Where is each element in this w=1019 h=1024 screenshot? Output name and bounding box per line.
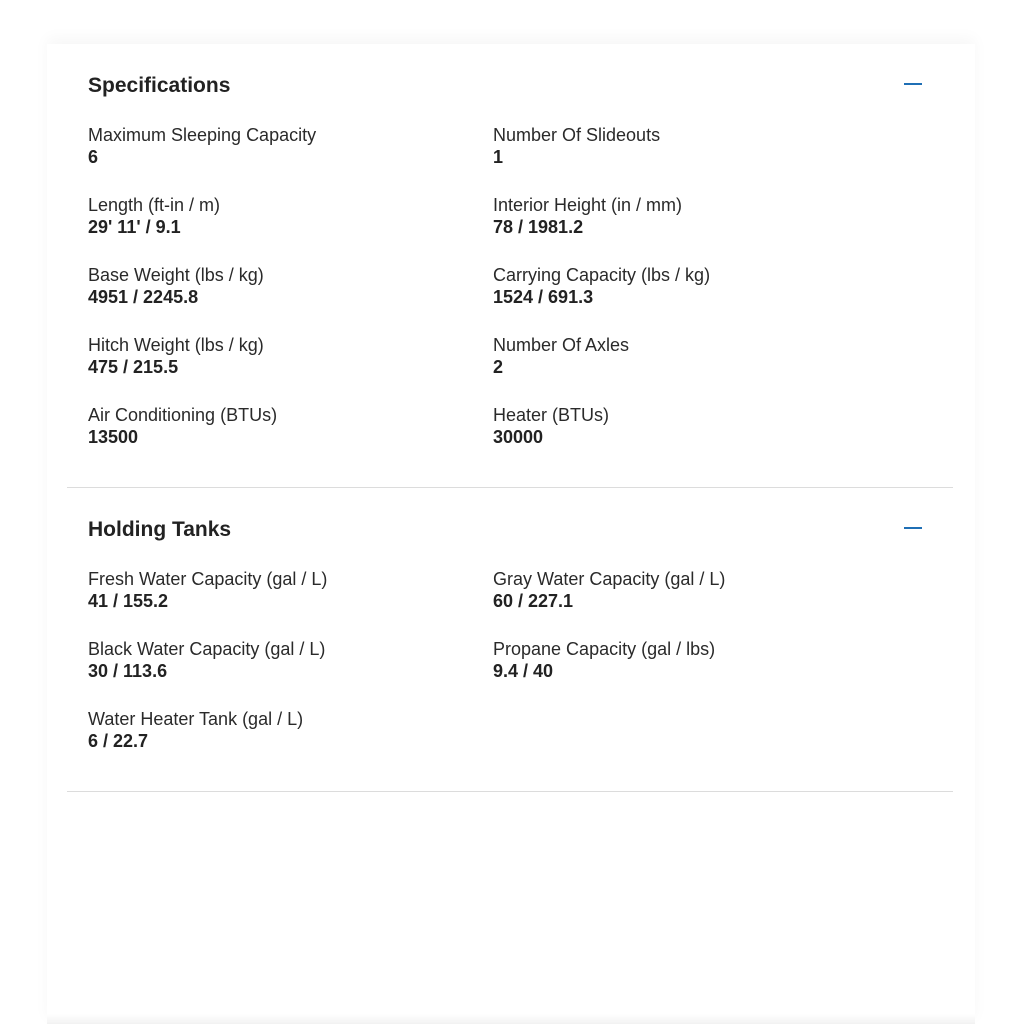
spec-item — [493, 334, 898, 377]
spec-value: 6 — [88, 147, 99, 167]
spec-value: 78 / 1981.2 — [493, 217, 584, 237]
holding-tanks-grid — [88, 568, 918, 751]
spec-item — [88, 124, 493, 167]
spec-label: Black Water Capacity (gal / L) — [88, 639, 326, 659]
footer-shadow — [47, 1014, 975, 1024]
spec-item — [493, 568, 898, 611]
spec-label: Hitch Weight (lbs / kg) — [88, 335, 264, 355]
spec-item — [493, 124, 898, 167]
spec-value: 60 / 227.1 — [493, 591, 574, 611]
specifications-grid — [88, 124, 918, 447]
spec-value: 2 — [493, 357, 504, 377]
spec-label: Gray Water Capacity (gal / L) — [493, 569, 726, 589]
spec-label: Heater (BTUs) — [493, 405, 610, 425]
spec-label: Length (ft-in / m) — [88, 195, 221, 215]
spec-label: Number Of Slideouts — [493, 125, 661, 145]
minus-icon — [904, 527, 922, 529]
section-title-holding-tanks: Holding Tanks — [88, 518, 232, 541]
spec-item — [88, 404, 493, 447]
spec-value: 13500 — [88, 427, 139, 447]
spec-item — [88, 568, 493, 611]
section-title-specifications: Specifications — [88, 74, 231, 97]
spec-value: 475 / 215.5 — [88, 357, 179, 377]
spec-item — [493, 264, 898, 307]
spec-label: Number Of Axles — [493, 335, 630, 355]
specs-card — [47, 44, 975, 1024]
spec-item — [88, 638, 493, 681]
spec-item — [493, 638, 898, 681]
minus-icon — [904, 83, 922, 85]
specifications-section — [67, 44, 953, 488]
spec-value: 41 / 155.2 — [88, 591, 169, 611]
spec-label: Interior Height (in / mm) — [493, 195, 683, 215]
spec-label: Maximum Sleeping Capacity — [88, 125, 317, 145]
spec-value: 1 — [493, 147, 504, 167]
spec-value: 6 / 22.7 — [88, 731, 149, 751]
spec-label: Fresh Water Capacity (gal / L) — [88, 569, 328, 589]
spec-value: 30 / 113.6 — [88, 661, 168, 681]
spec-value: 30000 — [493, 427, 544, 447]
spec-label: Propane Capacity (gal / lbs) — [493, 639, 716, 659]
collapse-specifications-button[interactable] — [901, 72, 925, 96]
spec-label: Base Weight (lbs / kg) — [88, 265, 264, 285]
spec-item — [493, 194, 898, 237]
spec-item — [493, 404, 898, 447]
spec-item — [88, 708, 493, 751]
collapse-holding-tanks-button[interactable] — [901, 516, 925, 540]
spec-value: 4951 / 2245.8 — [88, 287, 199, 307]
spec-item — [88, 264, 493, 307]
spec-value: 9.4 / 40 — [493, 661, 554, 681]
spec-label: Air Conditioning (BTUs) — [88, 405, 278, 425]
spec-label: Carrying Capacity (lbs / kg) — [493, 265, 711, 285]
spec-item — [88, 194, 493, 237]
holding-tanks-section — [67, 488, 953, 792]
spec-item — [88, 334, 493, 377]
spec-value: 1524 / 691.3 — [493, 287, 594, 307]
spec-label: Water Heater Tank (gal / L) — [88, 709, 304, 729]
spec-value: 29' 11' / 9.1 — [88, 217, 181, 237]
